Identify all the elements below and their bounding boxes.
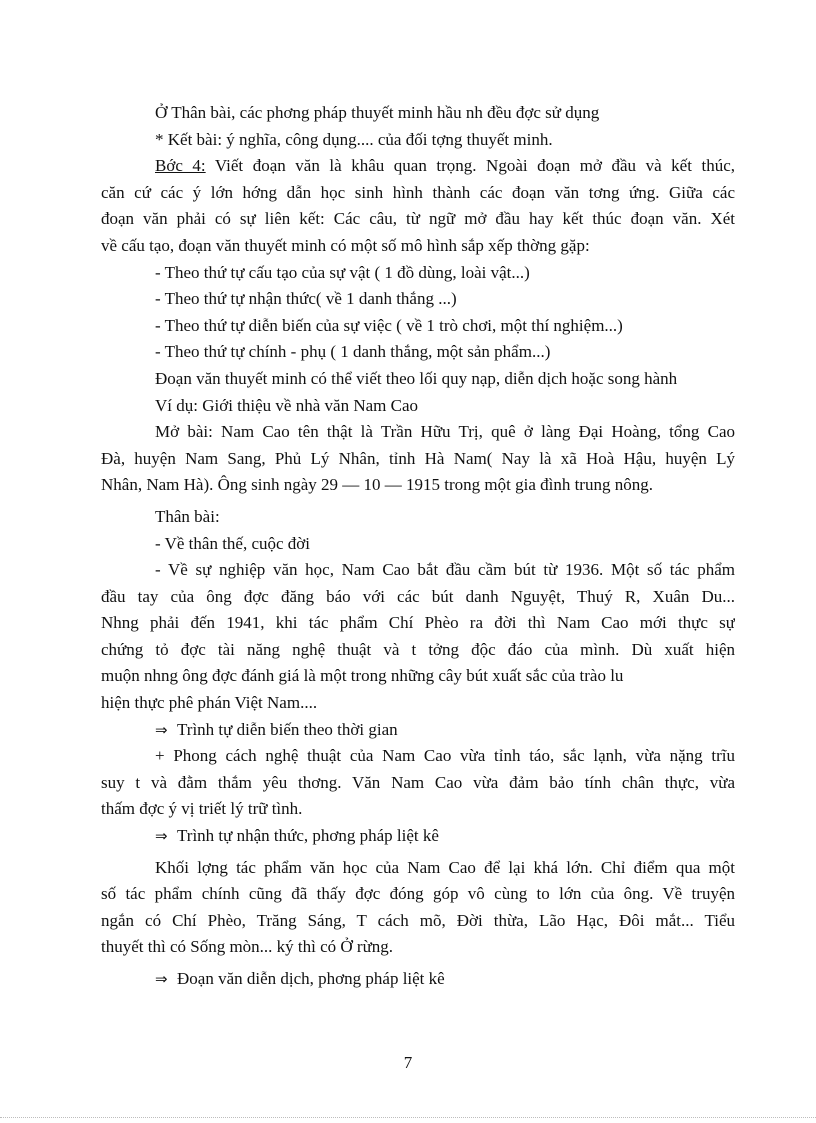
text-line: Đà, huyện Nam Sang, Phủ Lý Nhân, tỉnh Hà Nam( Nay là xã Hoà Hậu, huyện Lý — [101, 448, 735, 468]
page-bottom-border — [0, 1117, 816, 1118]
text-line: muộn nhng ông đợc đánh giá là một trong những cây bút xuất sắc của trào lu — [101, 666, 624, 686]
text-line — [155, 153, 735, 180]
text-line: chứng tỏ đợc tài năng nghệ thuật và t tởng độc đáo của mình. Dù xuất hiện — [101, 639, 735, 659]
text-line: - Về thân thế, cuộc đời — [155, 533, 311, 553]
right-double-arrow-icon: ⇒ — [155, 970, 168, 988]
text-line: - Theo thứ tự cấu tạo của sự vật ( 1 đồ dùng, loài vật...) — [155, 262, 530, 282]
step-label: Bớc 4: — [155, 156, 206, 176]
text-line: đoạn văn phải có sự liên kết: Các câu, từ ngữ mở đầu hay kết thúc đoạn văn. Xét — [101, 209, 735, 229]
text-line: về cấu tạo, đoạn văn thuyết minh có một số mô hình sắp xếp thờng gặp: — [101, 235, 590, 255]
right-double-arrow-icon: ⇒ — [155, 827, 168, 846]
text-line-content: Trình tự diễn biến theo thời gian — [177, 719, 398, 739]
text-line: + Phong cách nghệ thuật của Nam Cao vừa tỉnh táo, sắc lạnh, vừa nặng trĩu — [155, 746, 735, 766]
text-line: * Kết bài: ý nghĩa, công dụng.... của đối tợng thuyết minh. — [155, 129, 553, 149]
text-line: - Theo thứ tự nhận thức( về 1 danh thắng ...) — [155, 289, 457, 309]
text-line: Đoạn văn thuyết minh có thể viết theo lối quy nạp, diễn dịch hoặc song hành — [155, 368, 678, 388]
text-line: Thân bài: — [155, 506, 220, 526]
text-line: căn cứ các ý lớn hớng dẫn học sinh hình thành các đoạn văn tơng ứng. Giữa các — [101, 182, 735, 202]
text-line: - Về sự nghiệp văn học, Nam Cao bắt đầu cầm bút từ 1936. Một số tác phẩm — [155, 560, 735, 580]
text-line-content: Trình tự nhận thức, phơng pháp liệt kê — [177, 826, 439, 846]
text-line-content: Viết đoạn văn là khâu quan trọng. Ngoài đoạn mở đầu và kết thúc, — [214, 156, 735, 176]
text-line: Ở Thân bài, các phơng pháp thuyết minh hầu nh đều đợc sử dụng — [155, 103, 600, 122]
text-line: thấm đợc ý vị triết lý trữ tình. — [101, 799, 303, 819]
text-line: - Theo thứ tự chính - phụ ( 1 danh thắng, một sản phẩm...) — [155, 342, 551, 362]
text-line: số tác phẩm chính cũng đã thấy đợc đóng góp vô cùng to lớn của ông. Về truyện — [101, 884, 735, 904]
text-line: Ví dụ: Giới thiệu về nhà văn Nam Cao — [155, 395, 418, 415]
text-line: Nhân, Nam Hà). Ông sinh ngày 29 — 10 — 1915 trong một gia đình trung nông. — [101, 475, 653, 495]
text-line: thuyết thì có Sống mòn... ký thì có Ở rừng. — [101, 937, 394, 957]
page-number: 7 — [403, 1053, 413, 1072]
text-line-content: Đoạn văn diễn dịch, phơng pháp liệt kê — [177, 969, 445, 988]
text-line: ngắn có Chí Phèo, Trăng Sáng, T cách mõ, Đời thừa, Lão Hạc, Đôi mắt... Tiểu — [101, 910, 735, 930]
text-line: hiện thực phê phán Việt Nam.... — [101, 693, 318, 713]
text-line: Mở bài: Nam Cao tên thật là Trần Hữu Trị, quê ở làng Đại Hoàng, tổng Cao — [155, 422, 735, 442]
text-line: Khối lợng tác phẩm văn học của Nam Cao để lại khá lớn. Chỉ điểm qua một — [155, 857, 735, 877]
text-line: suy t và đằm thắm yêu thơng. Văn Nam Cao vừa đảm bảo tính chân thực, vừa — [101, 772, 735, 792]
body-text — [101, 100, 735, 993]
text-line: đầu tay của ông đợc đăng báo với các bút danh Nguyệt, Thuý R, Xuân Du... — [101, 586, 735, 606]
text-line — [155, 717, 735, 744]
right-double-arrow-icon: ⇒ — [155, 720, 168, 739]
text-line — [155, 823, 735, 850]
text-line: Nhng phải đến 1941, khi tác phẩm Chí Phèo ra đời thì Nam Cao mới thực sự — [101, 613, 735, 633]
text-line: - Theo thứ tự diễn biến của sự việc ( về 1 trò chơi, một thí nghiệm...) — [155, 315, 623, 335]
text-line — [155, 966, 735, 993]
